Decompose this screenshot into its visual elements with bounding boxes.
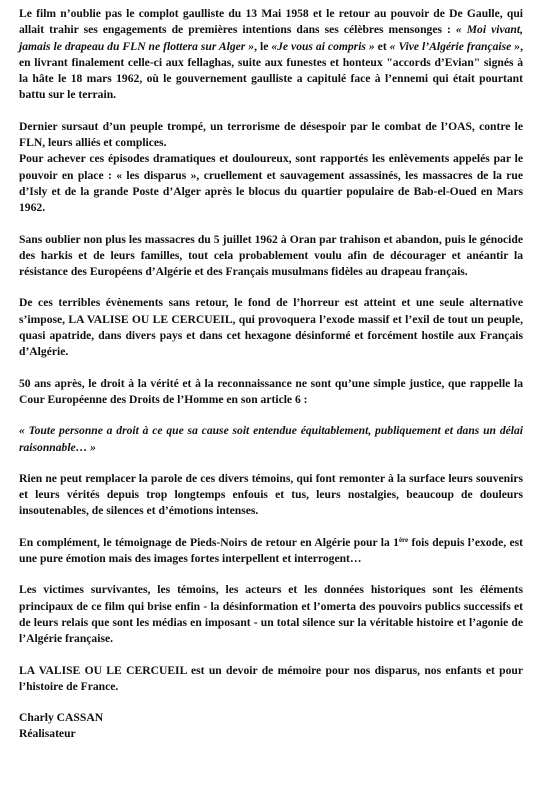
paragraph-oas: Dernier sursaut d’un peuple trompé, un terrorisme de désespoir par le combat de l’OAS, contre le FLN, leurs alliés et complices. — [19, 119, 523, 150]
paragraph-text: , en livrant finalement celle-ci aux fellaghas, suite aux funestes et honteux "accords d’Evian" signés à la hâte le 18 mars 1962, où le gouvernement gaulliste a capitulé face à l’ennemi qui était pourtant battu sur le terrain. — [19, 39, 523, 102]
paragraph-pieds-noirs — [19, 535, 523, 568]
paragraph-oran: Sans oublier non plus les massacres du 5 juillet 1962 à Oran par trahison et abandon, puis le génocide des harkis et de leurs familles, tout cela probablement voulu afin de décourager et anéantir la résistance des Européens d’Algérie et des Français musulmans fidèles au drapeau français. — [19, 232, 523, 279]
superscript-ere: ère — [398, 535, 409, 544]
paragraph-victimes: Les victimes survivantes, les témoins, les acteurs et les données historiques sont les éléments principaux de ce film qui brise enfin - la désinformation et l’omerta des pouvoirs publics successifs et de leurs relais que sont les médias en imposant - un total silence sur la véritable histoire et l’agonie de l’Algérie française. — [19, 583, 523, 646]
paragraph-temoins: Rien ne peut remplacer la parole de ces divers témoins, qui font remonter à la surface leurs souvenirs et leurs vérités depuis trop longtemps enfouis et tus, leurs nostalgies, beaucoup de douleurs insoutenables, de silences et d’émotions intenses. — [19, 471, 523, 518]
paragraph-50-ans: 50 ans après, le droit à la vérité et à la reconnaissance ne sont qu’une simple justice, que rappelle la Cour Européenne des Droits de l’Homme en son article 6 : — [19, 376, 523, 406]
paragraph-citation-article-6 — [19, 423, 523, 456]
paragraph-text: fois depuis l’exode, est une pure émotion mais des images fortes interpellent et interrogent… — [19, 535, 523, 566]
paragraph-disparus: Pour achever ces épisodes dramatiques et douloureux, sont rapportés les enlèvements appelés par le pouvoir en place : « les disparus », cruellement et sauvagement assassinés, les massacres de la rue d’Isly et de la grande Poste d’Alger après le blocus du quartier populaire de Bab-el-Oued en Mars 1962. — [19, 152, 523, 215]
paragraph-devoir-memoire: LA VALISE OU LE CERCUEIL est un devoir de mémoire pour nos disparus, nos enfants et pour l’histoire de France. — [19, 663, 523, 693]
paragraph-text: Le film n’oublie pas le complot gaulliste du 13 Mai 1958 et le retour au pouvoir de De Gaulle, qui allait trahir ses engagements de premières intentions dans ses célèbres mensonges : — [19, 7, 523, 37]
paragraph-text: et — [374, 39, 390, 53]
paragraph-de-gaulle — [19, 6, 523, 104]
signature-name: Charly CASSAN — [19, 711, 104, 725]
quote-je-vous-ai-compris: «Je vous ai compris » — [271, 39, 375, 53]
paragraph-text: En complément, le témoignage de Pieds-Noirs de retour en Algérie pour la 1 — [19, 535, 399, 549]
signature-role: Réalisateur — [19, 727, 76, 741]
paragraph-text: , le — [254, 39, 272, 53]
quote-moi-vivant: « Moi vivant, jamais le drapeau du FLN ne flottera sur Alger » — [19, 23, 523, 53]
quote-article-6: « Toute personne a droit à ce que sa cause soit entendue équitablement, publiquement et dans un délai raisonnable… » — [19, 424, 523, 454]
quote-vive-algerie-francaise: « Vive l’Algérie française » — [389, 39, 521, 53]
paragraph-valise-cercueil: De ces terribles évènements sans retour, le fond de l’horreur est atteint et une seule alternative s’impose, LA VALISE OU LE CERCUEIL, qui provoquera l’exode massif et l’exil de tout un peuple, quasi apatride, dans divers pays et dans cet hexagone désinformé et forcément hostile aux Français d’Algérie. — [19, 296, 523, 359]
